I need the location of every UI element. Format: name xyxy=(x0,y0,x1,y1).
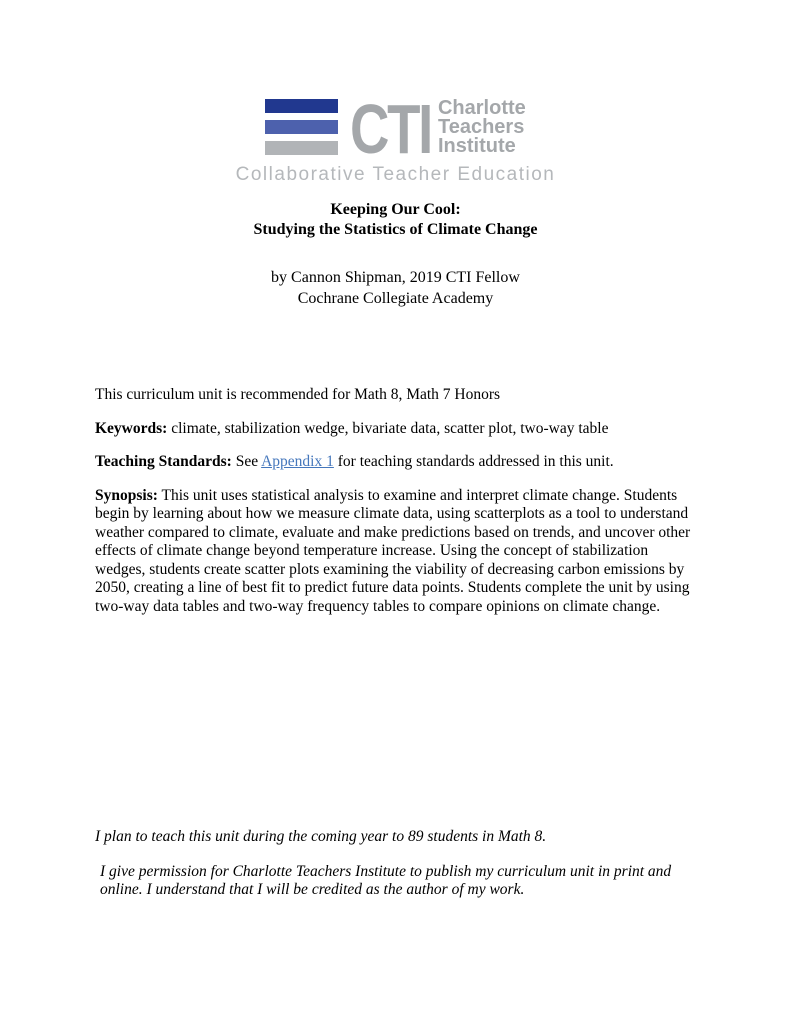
logo-bar-top xyxy=(265,99,338,113)
page-title-line-2: Studying the Statistics of Climate Change xyxy=(253,221,538,238)
logo-bar-bottom xyxy=(265,141,338,155)
synopsis-label: Synopsis: xyxy=(95,486,158,504)
standards-paragraph xyxy=(95,453,701,472)
logo-row xyxy=(265,90,526,168)
footer-notes xyxy=(95,828,705,900)
keywords-paragraph xyxy=(95,420,701,439)
logo-bars-icon xyxy=(265,99,338,155)
byline-school: Cochrane Collegiate Academy xyxy=(297,290,494,307)
teaching-plan-note: I plan to teach this unit during the coming year to 89 students in Math 8. xyxy=(95,828,547,845)
cti-logo xyxy=(0,90,791,186)
keywords-text: climate, stabilization wedge, bivariate data, scatter plot, two-way table xyxy=(167,419,609,437)
synopsis-text: This unit uses statistical analysis to examine and interpret climate change. Students begin by learning about how we measure climate data, using scatterplots as a tool to understand weather compared to climate, evaluate and make predictions based on trends, and uncover other effects of climate change beyond temperature increase. Using the concept of stabilization wedges, students create scatter plots examining the viability of decreasing carbon emissions by 2050, creating a line of best fit to predict future data points. Students complete the unit by using two-way data tables and two-way frequency tables to compare opinions on climate change. xyxy=(95,486,691,615)
page-title-line-1: Keeping Our Cool: xyxy=(330,201,461,218)
standards-text-post: for teaching standards addressed in this unit. xyxy=(333,453,614,470)
logo-name-line-1: Charlotte xyxy=(437,97,526,119)
logo-name xyxy=(438,99,526,156)
logo-acronym: CTI xyxy=(350,90,432,168)
logo-name-line-2: Teachers xyxy=(437,116,525,138)
logo-name-line-3: Institute xyxy=(437,135,516,157)
page-title xyxy=(0,200,791,240)
body-text xyxy=(95,386,701,616)
byline-author: by Cannon Shipman, 2019 CTI Fellow xyxy=(271,269,520,286)
synopsis-paragraph xyxy=(95,487,701,617)
byline xyxy=(0,267,791,309)
recommendation-text: This curriculum unit is recommended for Math 8, Math 7 Honors xyxy=(95,386,501,403)
keywords-label: Keywords: xyxy=(95,419,168,437)
standards-text-pre: See xyxy=(231,453,262,470)
appendix-1-link[interactable]: Appendix 1 xyxy=(261,453,334,470)
logo-tagline: Collaborative Teacher Education xyxy=(235,164,556,185)
permission-note: I give permission for Charlotte Teachers Institute to publish my curriculum unit in print and online. I understand that I will be credited as the author of my work. xyxy=(100,862,672,898)
standards-label: Teaching Standards: xyxy=(95,453,232,470)
logo-bar-middle xyxy=(265,120,338,134)
